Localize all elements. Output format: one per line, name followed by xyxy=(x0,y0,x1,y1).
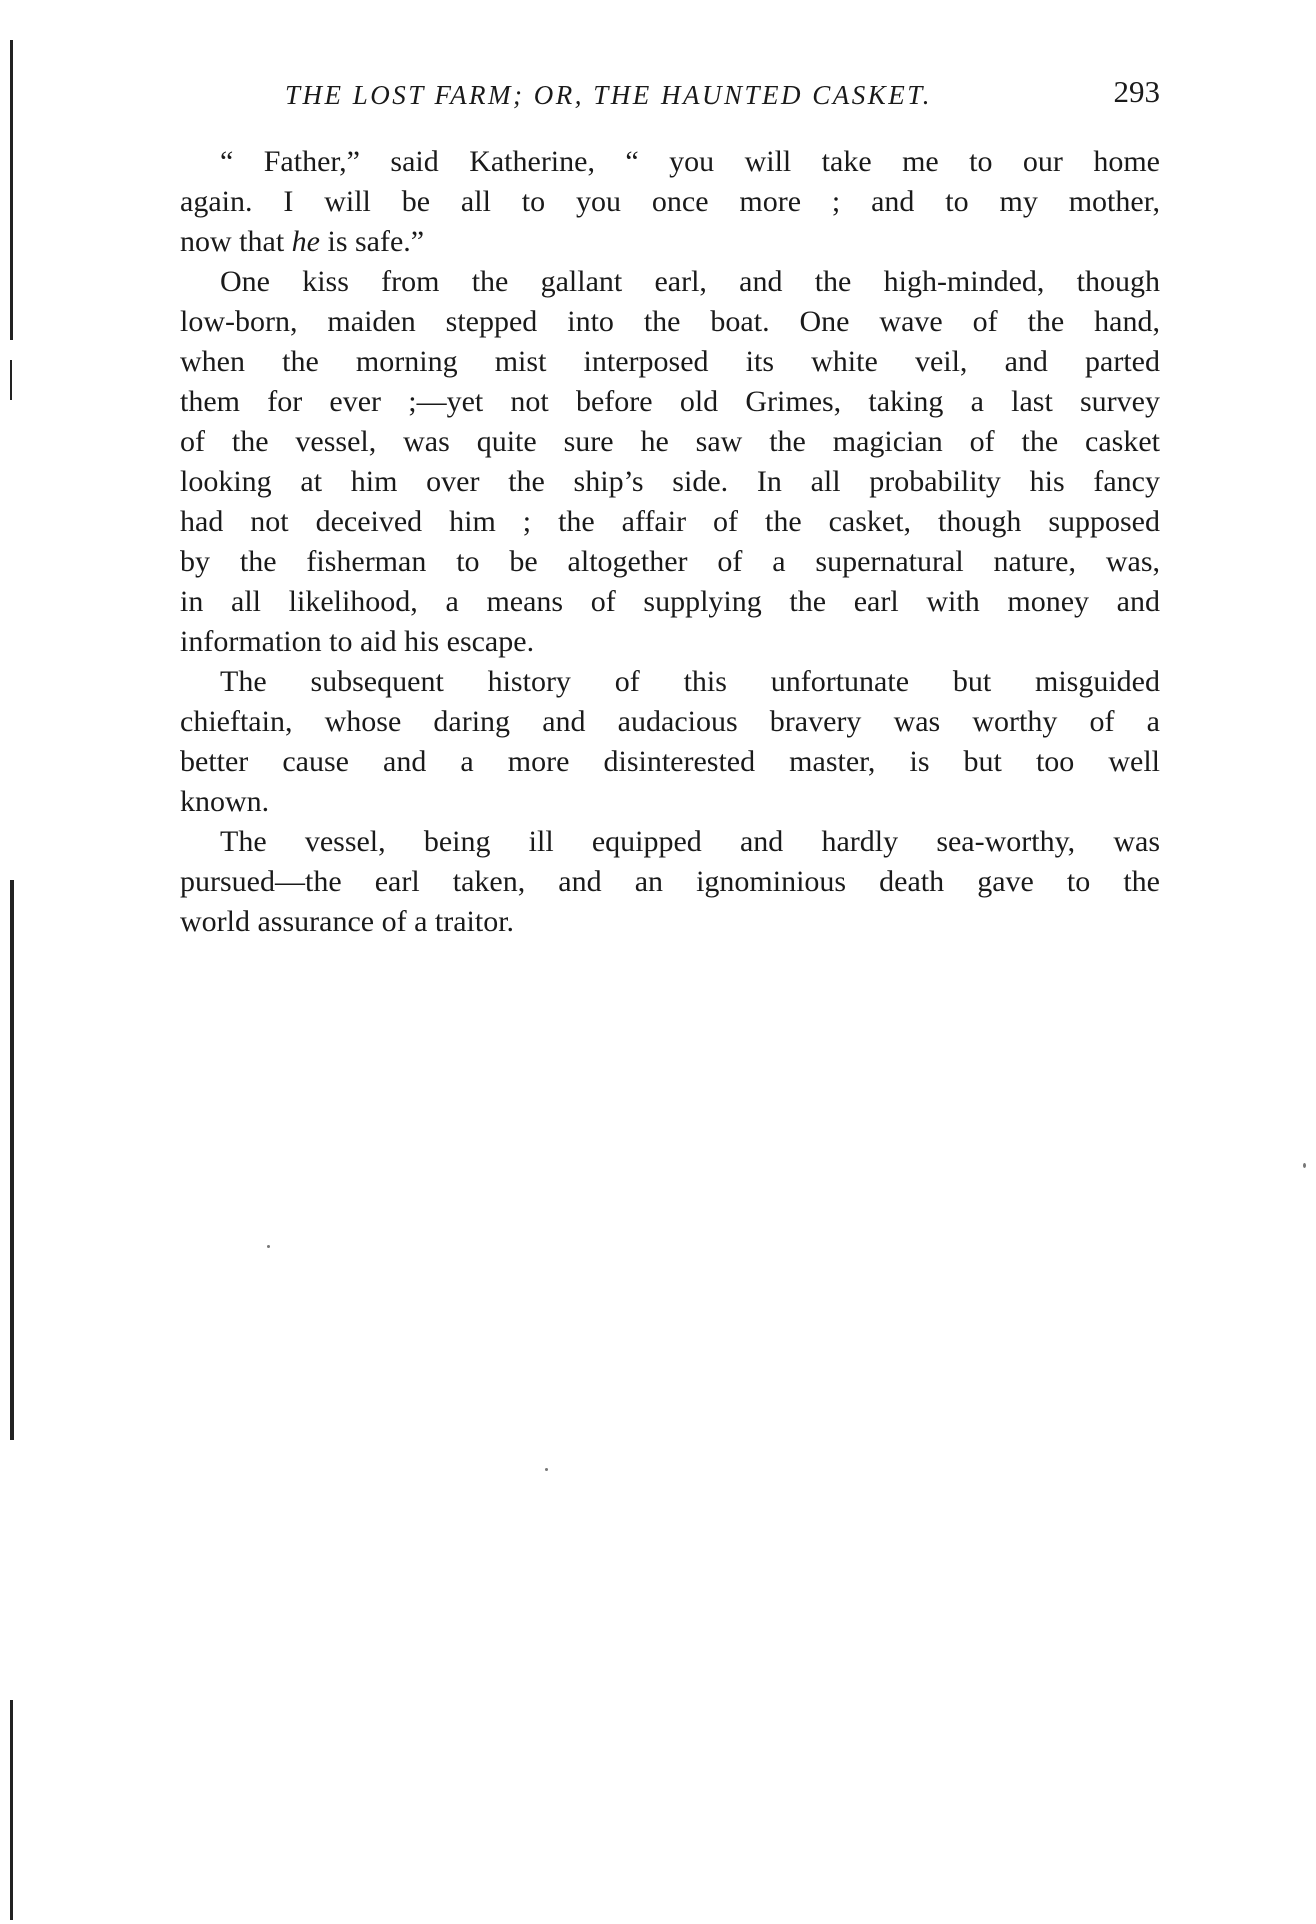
text-line: had not deceived him ; the affair of the casket, though supposed xyxy=(180,505,1160,538)
page-header xyxy=(180,74,1160,118)
emphasis: he xyxy=(291,225,320,258)
body-text xyxy=(180,142,1160,942)
text-line: chieftain, whose daring and audacious bravery was worthy of a xyxy=(180,705,1160,738)
text-line: known. xyxy=(180,785,270,818)
text-line: by the fisherman to be altogether of a supernatural nature, was, xyxy=(180,545,1160,578)
paper-speck xyxy=(267,1245,270,1248)
text-line: The vessel, being ill equipped and hardly sea-worthy, was xyxy=(220,825,1160,858)
text-line: One kiss from the gallant earl, and the high-minded, though xyxy=(220,265,1160,298)
text-line: them for ever ;—yet not before old Grimes, taking a last survey xyxy=(180,385,1160,418)
paper-speck xyxy=(545,1468,548,1471)
page-binding-edge xyxy=(10,880,14,1440)
page-number: 293 xyxy=(1113,74,1160,109)
text-line: now that he is safe.” xyxy=(180,225,425,258)
text-line: information to aid his escape. xyxy=(180,625,535,658)
text-line: world assurance of a traitor. xyxy=(180,905,515,938)
text-line: of the vessel, was quite sure he saw the magician of the casket xyxy=(180,425,1160,458)
page-binding-edge xyxy=(10,40,13,340)
text-line: better cause and a more disinterested master, is but too well xyxy=(180,745,1160,778)
running-title: THE LOST FARM; OR, THE HAUNTED CASKET. xyxy=(285,80,933,110)
text-line: when the morning mist interposed its white veil, and parted xyxy=(180,345,1160,378)
page-binding-edge xyxy=(10,1700,13,1920)
text-line: in all likelihood, a means of supplying the earl with money and xyxy=(180,585,1160,618)
text-line: low-born, maiden stepped into the boat. One wave of the hand, xyxy=(180,305,1160,338)
paper-speck xyxy=(1303,1163,1306,1168)
text-line: looking at him over the ship’s side. In all probability his fancy xyxy=(180,465,1160,498)
text-line: again. I will be all to you once more ; and to my mother, xyxy=(180,185,1160,218)
text-line: “ Father,” said Katherine, “ you will take me to our home xyxy=(220,145,1160,178)
page-binding-edge xyxy=(10,360,12,400)
text-line: The subsequent history of this unfortunate but misguided xyxy=(220,665,1160,698)
text-line: pursued—the earl taken, and an ignominious death gave to the xyxy=(180,865,1160,898)
